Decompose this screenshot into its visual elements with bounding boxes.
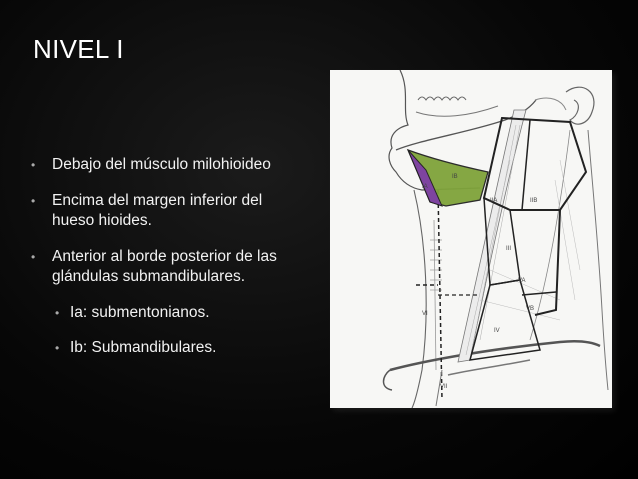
region-label: VA [518,278,526,284]
region-label: VB [526,306,535,312]
bullet-item [28,247,298,287]
bullet-item [28,155,298,175]
region-label: IV [494,328,500,334]
region-label: IA [422,184,428,190]
bullet-icon: • [55,306,60,320]
bullet-text: Ia: submentonianos. [70,304,210,321]
bullet-text: Debajo del músculo milohioideo [52,156,271,173]
slide-title: NIVEL I [33,34,124,64]
bullet-list [28,155,298,373]
region-label: IB [452,174,458,180]
region-label: VI [422,311,428,317]
neck-lymph-levels-illustration [330,70,612,408]
bullet-icon: • [31,194,36,208]
bullet-text: Encima del margen inferior del hueso hioides. [52,192,263,229]
bullet-item [28,191,298,231]
region-label: VII [440,384,448,390]
bullet-icon: • [31,158,36,172]
region-label: III [506,246,512,252]
bullet-text: Ib: Submandibulares. [70,339,217,356]
sub-bullet-item [28,338,298,358]
bullet-icon: • [31,250,36,264]
bullet-text: Anterior al borde posterior de las glándulas submandibulares. [52,248,277,285]
region-label: IIA [490,198,498,204]
bullet-icon: • [55,341,60,355]
neck-anatomy-drawing [330,70,612,408]
sub-bullet-item [28,303,298,323]
region-label: IIB [530,198,538,204]
